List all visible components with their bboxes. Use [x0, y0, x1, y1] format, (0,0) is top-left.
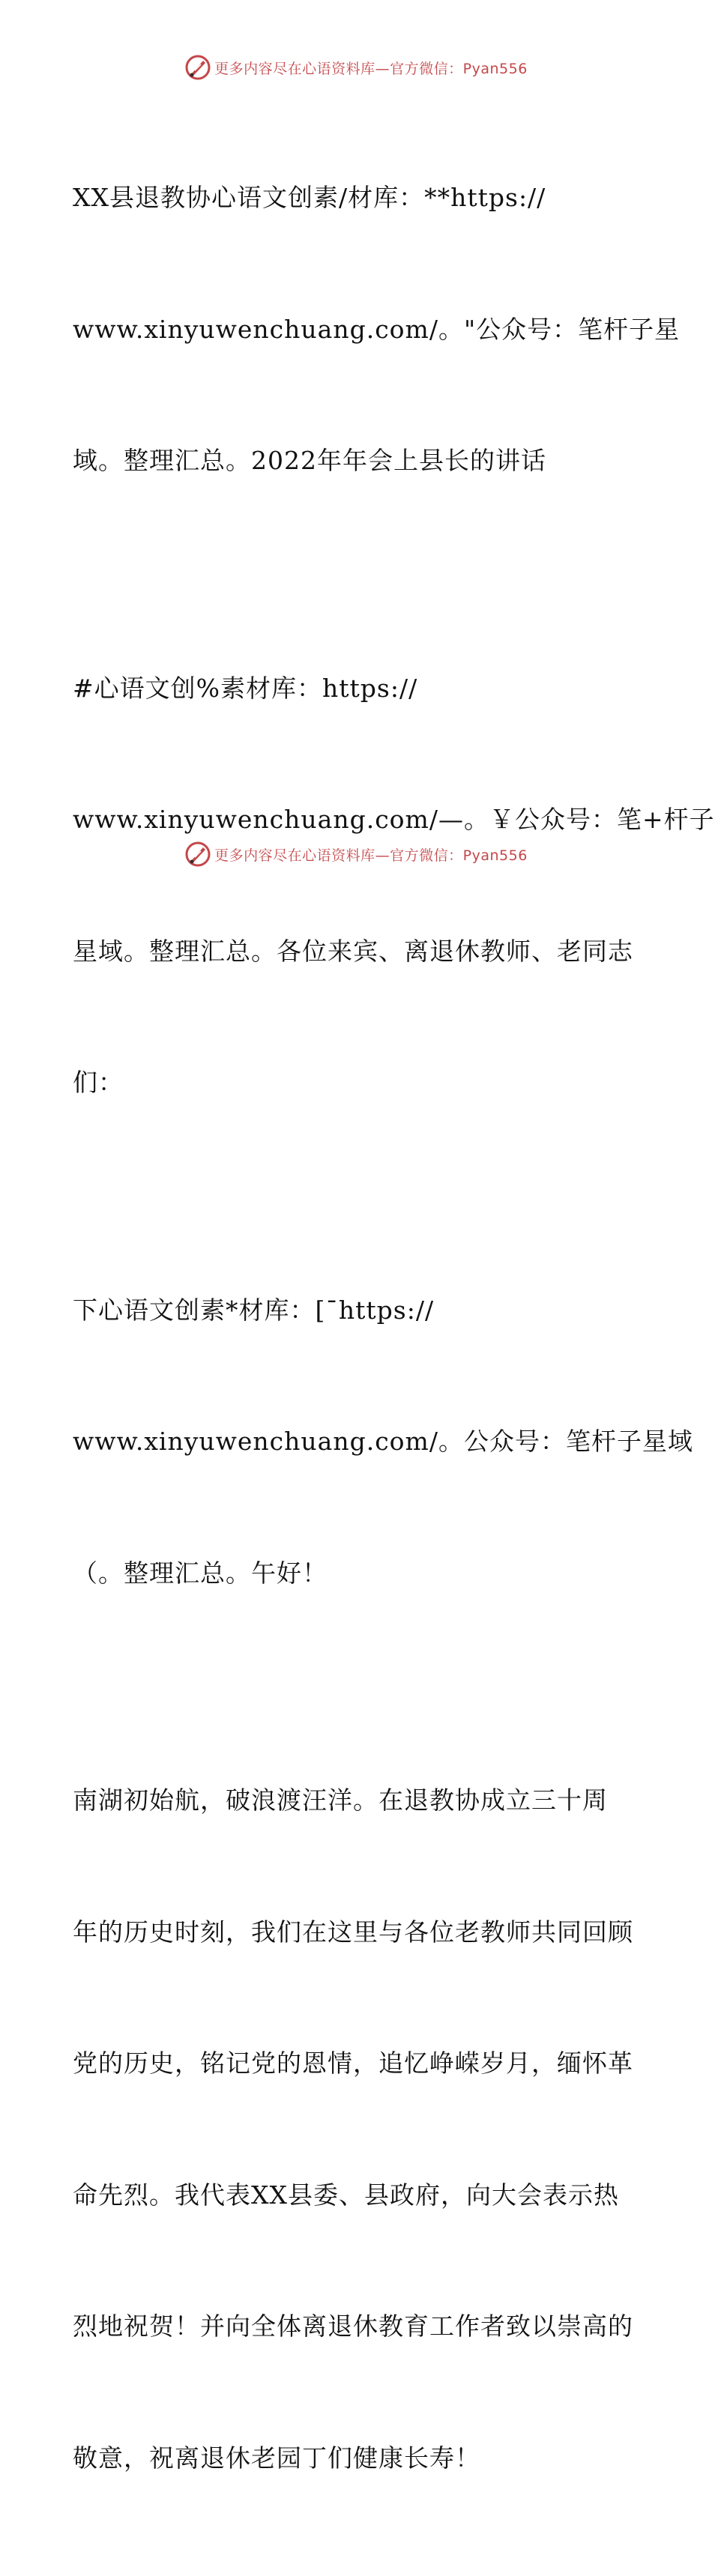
text-line: 党的历史，铭记党的恩情，追忆峥嵘岁月，缅怀革 [73, 2049, 633, 2078]
header-banner-text: 更多内容尽在心语资料库—官方微信：Pyan556 [214, 60, 528, 77]
paragraph-1 [73, 88, 681, 571]
text-line: 命先烈。我代表XX县委、县政府，向大会表示热 [73, 2180, 619, 2210]
paragraph-4 [73, 1691, 642, 2568]
text-line: 域。整理汇总。2022年年会上县长的讲话 [73, 446, 546, 475]
text-line: 年的历史时刻，我们在这里与各位老教师共同回顾 [73, 1917, 633, 1947]
text-line: 南湖初始航，破浪渡汪洋。在退教协成立三十周 [73, 1786, 608, 1815]
text-line: （。整理汇总。午好！ [73, 1558, 328, 1588]
header-banner [0, 52, 712, 82]
text-line: #心语文创%素材库：https:// [73, 673, 418, 703]
paragraph-2 [73, 579, 715, 1193]
text-line: 星域。整理汇总。各位来宾、离退休教师、老同志 [73, 936, 633, 966]
document-body [73, 88, 715, 2576]
quill-pen-logo-icon [184, 841, 211, 868]
text-line: www.xinyuwenchuang.com/。"公众号：笔杆子星 [73, 314, 681, 344]
text-line: 烈地祝贺！并向全体离退休教育工作者致以崇高的 [73, 2312, 633, 2341]
footer-banner [0, 839, 712, 869]
footer-banner-text: 更多内容尽在心语资料库—官方微信：Pyan556 [214, 847, 528, 864]
text-line: www.xinyuwenchuang.com/。公众号：笔杆子星域 [73, 1427, 693, 1456]
text-line: 们： [73, 1068, 124, 1097]
text-line: XX县退教协心语文创素/材库：**https:// [73, 183, 546, 212]
text-line: www.xinyuwenchuang.com/—。￥公众号：笔+杆子 [73, 805, 715, 834]
text-line: 下心语文创素*材库：[¯https:// [73, 1295, 435, 1325]
paragraph-3 [73, 1201, 693, 1684]
quill-pen-logo-icon [184, 54, 211, 81]
text-line: 敬意，祝离退休老园丁们健康长寿！ [73, 2443, 480, 2473]
